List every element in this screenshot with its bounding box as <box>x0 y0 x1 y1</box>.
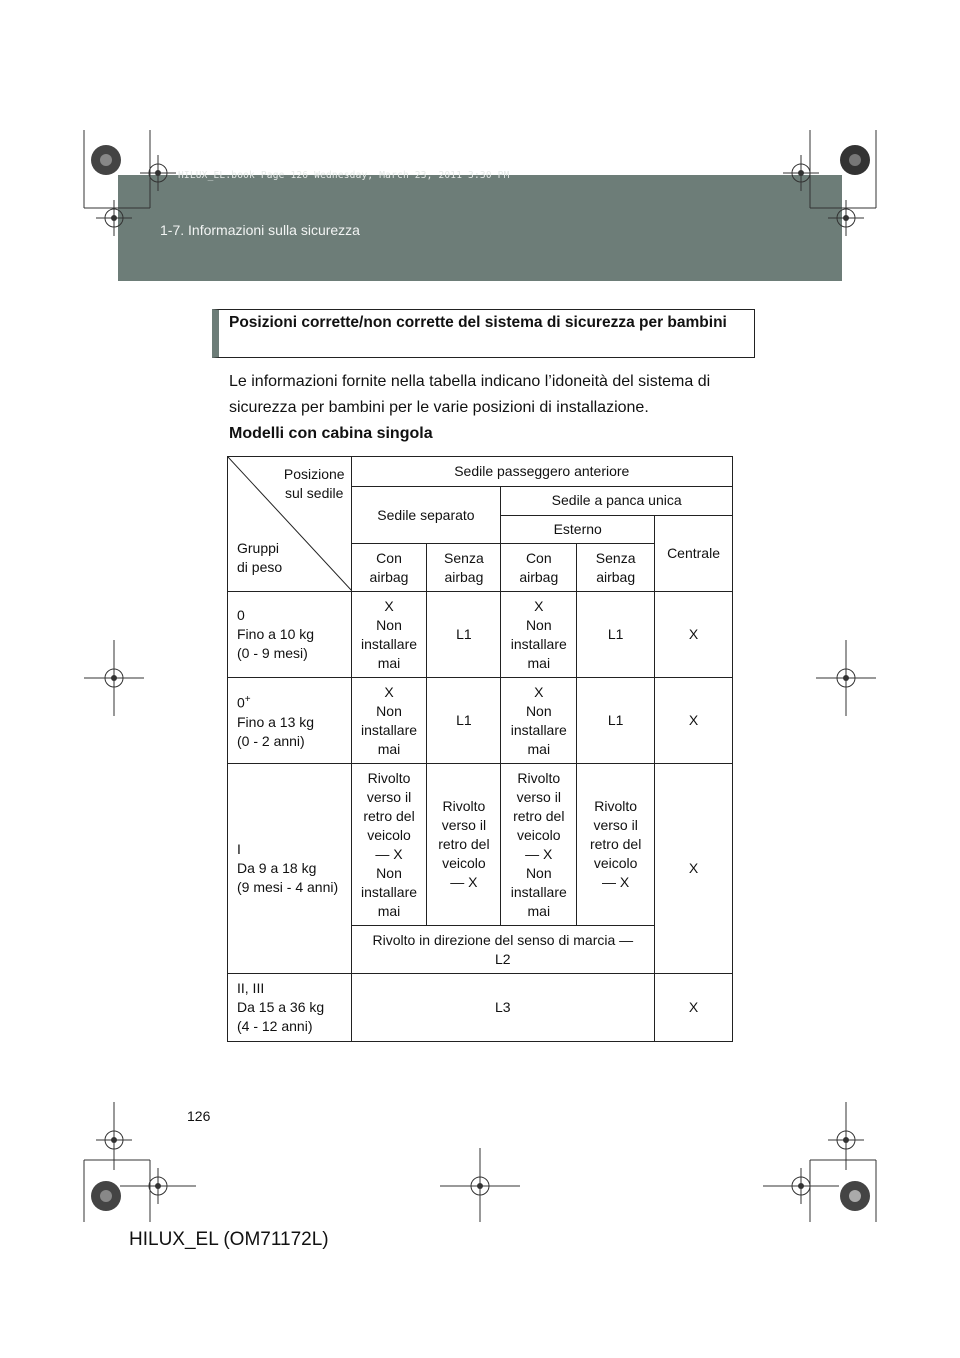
group-label <box>228 678 352 764</box>
forward-facing-cell: Rivolto in direzione del senso di marcia — L2 <box>351 926 655 974</box>
cell-value: L1 <box>577 592 655 678</box>
corner-position-label: Posizione sul sedile <box>283 466 345 501</box>
cell-value: Rivolto verso il retro del veicolo — X <box>577 764 655 926</box>
header-with-airbag: Con airbag <box>351 544 427 592</box>
section-breadcrumb: 1-7. Informazioni sulla sicurezza <box>160 222 360 238</box>
group-label: II, III Da 15 a 36 kg (4 - 12 anni) <box>228 974 352 1042</box>
cell-value: X Non installare mai <box>501 678 577 764</box>
group-detail: Fino a 13 kg (0 - 2 anni) <box>237 713 315 749</box>
cell-value: X <box>655 678 733 764</box>
cell-value: X <box>655 764 733 974</box>
group-code: 0 <box>237 694 245 711</box>
cell-value: L1 <box>427 678 501 764</box>
cell-value: Rivolto verso il retro del veicolo — X Non installare mai <box>351 764 427 926</box>
intro-paragraph: Le informazioni fornite nella tabella indicano l’idoneità del sistema di sicurezza per bambini per le varie posizioni di installazione. <box>229 373 711 416</box>
table-row <box>228 764 733 926</box>
child-seat-table <box>227 456 733 1042</box>
cell-value: Rivolto verso il retro del veicolo — X Non installare mai <box>501 764 577 926</box>
group-label: 0 Fino a 10 kg (0 - 9 mesi) <box>228 592 352 678</box>
cell-value: L1 <box>577 678 655 764</box>
header-separate-seat: Sedile separato <box>351 487 501 544</box>
print-stamp: HILUX_EL.book Page 126 Wednesday, March 23, 2011 3:30 PM <box>178 170 510 181</box>
group-label: I Da 9 a 18 kg (9 mesi - 4 anni) <box>228 764 352 974</box>
table-corner-cell <box>228 457 352 592</box>
cell-value: Rivolto verso il retro del veicolo — X <box>427 764 501 926</box>
footer-doc-id: HILUX_EL (OM71172L) <box>129 1229 329 1250</box>
cell-value: X Non installare mai <box>351 678 427 764</box>
corner-groups-label: Gruppi di peso <box>237 540 283 575</box>
table-row <box>228 592 733 678</box>
cell-value: L1 <box>427 592 501 678</box>
cell-value: X <box>655 592 733 678</box>
cell-value: X <box>655 974 733 1042</box>
header-without-airbag: Senza airbag <box>427 544 501 592</box>
table-row <box>228 678 733 764</box>
page-number: 126 <box>187 1108 211 1124</box>
header-with-airbag: Con airbag <box>501 544 577 592</box>
table-row <box>228 974 733 1042</box>
group-code-sup: + <box>244 694 251 706</box>
header-outer: Esterno <box>501 515 655 544</box>
cell-value: X Non installare mai <box>501 592 577 678</box>
section-title: Posizioni corrette/non corrette del sistema di sicurezza per bambini <box>229 314 727 331</box>
header-bench-seat: Sedile a panca unica <box>501 487 733 516</box>
header-passenger-seat: Sedile passeggero anteriore <box>351 457 732 487</box>
subheading: Modelli con cabina singola <box>229 425 433 442</box>
section-heading-box <box>212 309 755 358</box>
header-without-airbag: Senza airbag <box>577 544 655 592</box>
cell-value: L3 <box>351 974 655 1042</box>
header-center: Centrale <box>655 515 733 592</box>
cell-value: X Non installare mai <box>351 592 427 678</box>
